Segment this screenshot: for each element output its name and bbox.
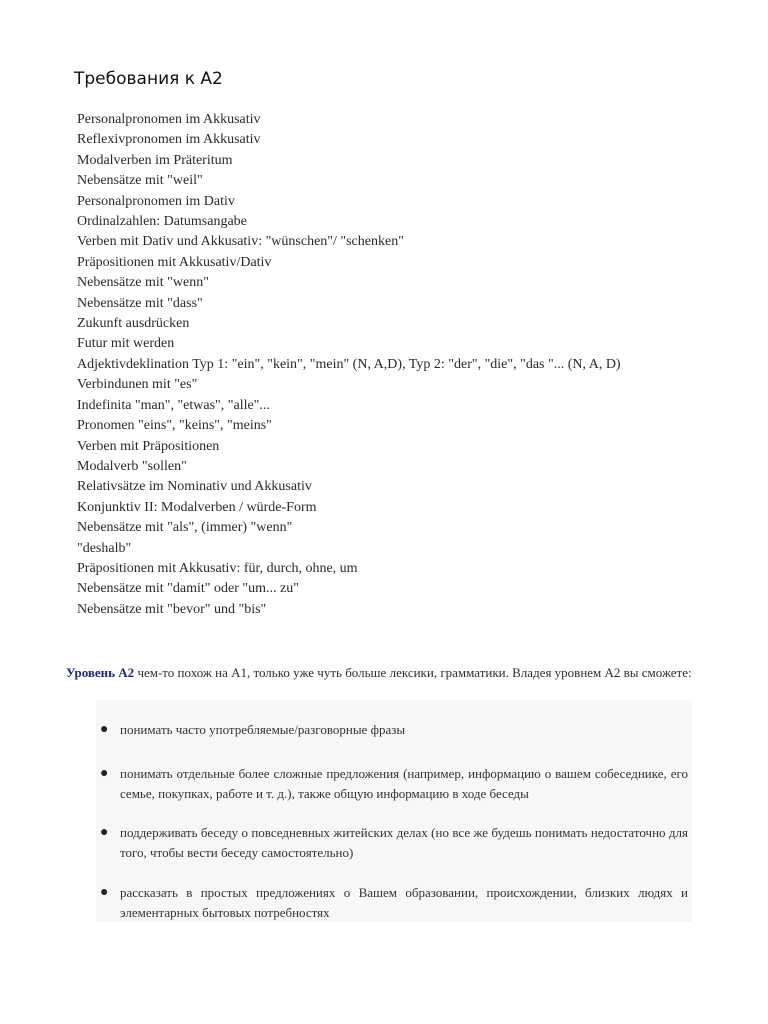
grammar-topic: Präpositionen mit Akkusativ/Dativ — [77, 254, 272, 270]
level-term: Уровень А2 — [66, 665, 135, 680]
grammar-topic: Verbindunen mit "es" — [77, 377, 198, 393]
grammar-topic: Adjektivdeklination Typ 1: "ein", "kein", "mein" (N, A,D), Typ 2: "der", "die", "das "... (N, A, D) — [77, 356, 621, 372]
grammar-topic: Reflexivpronomen im Akkusativ — [77, 132, 261, 148]
grammar-topic: Nebensätze mit "dass" — [77, 295, 203, 311]
skill-text: поддерживать беседу о повседневных житейских делах (но все же будешь понимать недостаточно для того, чтобы вести беседу самостоятельно) — [120, 825, 688, 860]
document-title: Требования к A2 — [74, 69, 223, 89]
level-intro-paragraph — [66, 664, 696, 682]
grammar-topic: Zukunft ausdrücken — [77, 316, 190, 332]
skill-text: рассказать в простых предложениях о Вашем образовании, происхождении, близких людях и элементарных бытовых потребностях — [120, 885, 688, 920]
grammar-topics-list — [77, 110, 621, 620]
bullet-icon: ● — [100, 766, 109, 781]
grammar-topic: Nebensätze mit "bevor" und "bis" — [77, 601, 267, 617]
bullet-icon: ● — [100, 722, 109, 737]
grammar-topic: Nebensätze mit "weil" — [77, 173, 203, 189]
grammar-topic: Konjunktiv II: Modalverben / würde-Form — [77, 499, 317, 515]
skill-text: понимать отдельные более сложные предложения (например, информацию о вашем собеседнике, его семье, покупках, работе и т. д.), также общую информацию в ходе беседы — [120, 766, 688, 801]
grammar-topic: Nebensätze mit "wenn" — [77, 275, 209, 291]
grammar-topic: Personalpronomen im Dativ — [77, 193, 235, 209]
level-intro-text: чем-то похож на А1, только уже чуть больше лексики, грамматики. Владея уровнем А2 вы сможете: — [134, 665, 692, 680]
grammar-topic: Nebensätze mit "als", (immer) "wenn" — [77, 520, 293, 536]
grammar-topic: Relativsätze im Nominativ und Akkusativ — [77, 479, 312, 495]
grammar-topic: Modalverben im Präteritum — [77, 152, 233, 168]
grammar-topic: Personalpronomen im Akkusativ — [77, 112, 261, 127]
grammar-topic: Präpositionen mit Akkusativ: für, durch, ohne, um — [77, 560, 358, 576]
grammar-topic: Verben mit Präpositionen — [77, 438, 220, 454]
skill-text: понимать часто употребляемые/разговорные фразы — [120, 722, 406, 737]
grammar-topic: Pronomen "eins", "keins", "meins" — [77, 418, 272, 434]
bullet-icon: ● — [100, 885, 109, 900]
grammar-topic: "deshalb" — [77, 540, 132, 556]
grammar-topic: Ordinalzahlen: Datumsangabe — [77, 214, 247, 230]
grammar-topic: Futur mit werden — [77, 336, 175, 352]
grammar-topic: Indefinita "man", "etwas", "alle"... — [77, 397, 270, 413]
bullet-icon: ● — [100, 825, 109, 840]
grammar-topic: Modalverb "sollen" — [77, 458, 187, 474]
skills-panel — [96, 700, 692, 922]
grammar-topic: Verben mit Dativ und Akkusativ: "wünschen"/ "schenken" — [77, 234, 404, 250]
grammar-topic: Nebensätze mit "damit" oder "um... zu" — [77, 581, 299, 597]
